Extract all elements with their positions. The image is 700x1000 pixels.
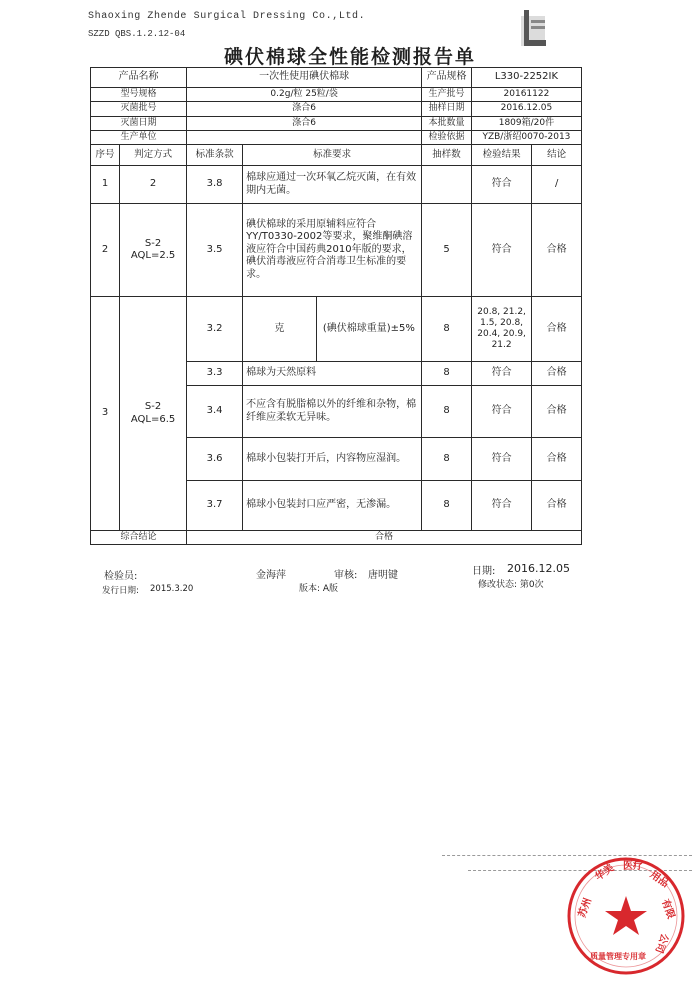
col-header-clause: 标准条款 — [187, 145, 243, 166]
producer-value — [187, 130, 422, 144]
row-requirement: 棉球为天然原料 — [243, 362, 422, 386]
spec-value: L330-2252IK — [471, 68, 581, 88]
company-seal — [565, 855, 687, 977]
table-row — [91, 166, 582, 204]
row-result: 符合 — [471, 438, 531, 481]
row-clause: 3.2 — [187, 297, 243, 362]
row-conclusion: 合格 — [532, 362, 582, 386]
col-header-method: 判定方式 — [120, 145, 187, 166]
col-header-no: 序号 — [91, 145, 120, 166]
product-name-value: 一次性使用碘伏棉球 — [187, 68, 422, 88]
row-requirement: 棉球小包装封口应严密，无渗漏。 — [243, 481, 422, 531]
col-header-result: 检验结果 — [471, 145, 531, 166]
row-method: S-2 AQL=2.5 — [120, 204, 187, 297]
row-clause: 3.6 — [187, 438, 243, 481]
spec-label: 产品规格 — [422, 68, 472, 88]
inspector-name: 金海萍 — [256, 570, 286, 581]
row-clause: 3.7 — [187, 481, 243, 531]
inspector-label: 检验员: — [104, 571, 138, 582]
row-requirement: 碘伏棉球的采用原辅料应符合YY/T0330-2002等要求，聚维酮碘溶液应符合中国药典2010年版的要求，碘伏消毒液应符合消毒卫生标准的要求。 — [243, 204, 422, 297]
row-requirement: 棉球应通过一次环氧乙烷灭菌，在有效期内无菌。 — [243, 166, 422, 204]
col-header-requirement: 标准要求 — [243, 145, 422, 166]
table-row — [91, 297, 582, 362]
info-row — [91, 68, 582, 88]
row-clause: 3.8 — [187, 166, 243, 204]
row-sample-count: 8 — [422, 362, 472, 386]
row-no: 1 — [91, 166, 120, 204]
info-row — [91, 88, 582, 102]
row-clause: 3.5 — [187, 204, 243, 297]
sample-qty-value: 1809箱/20件 — [471, 116, 581, 130]
report-date: 2016.12.05 — [507, 562, 570, 575]
table-row — [91, 204, 582, 297]
info-row — [91, 102, 582, 116]
producer-label: 生产单位 — [91, 130, 187, 144]
revision-text: 修改状态: 第0次 — [478, 580, 544, 590]
row-sample-count: 8 — [422, 297, 472, 362]
final-conclusion-row — [91, 531, 582, 545]
row-result: 符合 — [471, 166, 531, 204]
svg-text:公司: 公司 — [652, 931, 670, 955]
row-requirement: 棉球小包装打开后，内容物应湿润。 — [243, 438, 422, 481]
sterile-date-label: 灭菌日期 — [91, 116, 187, 130]
row-sample-count: 8 — [422, 481, 472, 531]
reviewer-label: 审核: — [334, 570, 358, 581]
svg-text:用品: 用品 — [647, 869, 671, 890]
row-conclusion: / — [532, 166, 582, 204]
date-label: 日期: — [472, 566, 496, 577]
product-name-label: 产品名称 — [91, 68, 187, 88]
row-conclusion: 合格 — [532, 204, 582, 297]
sterile-batch-label: 灭菌批号 — [91, 102, 187, 116]
seal-star-icon — [605, 896, 647, 935]
svg-text:质量管理专用章: 质量管理专用章 — [590, 952, 646, 961]
model-label: 型号规格 — [91, 88, 187, 102]
row-requirement-unit: 克 — [243, 297, 316, 362]
company-english-name: Shaoxing Zhende Surgical Dressing Co.,Ltd. — [88, 11, 366, 22]
row-result: 符合 — [471, 362, 531, 386]
version-text: 版本: A版 — [299, 584, 339, 594]
sample-date-value: 2016.12.05 — [471, 102, 581, 116]
row-no: 3 — [91, 297, 120, 531]
row-result: 符合 — [471, 386, 531, 438]
row-result: 20.8, 21.2, 1.5, 20.8, 20.4, 20.9, 21.2 — [471, 297, 531, 362]
basis-label: 检验依据 — [422, 130, 472, 144]
batch-label: 生产批号 — [422, 88, 472, 102]
row-requirement: 不应含有脱脂棉以外的纤维和杂物，棉纤维应柔软无异味。 — [243, 386, 422, 438]
final-conclusion-label: 综合结论 — [91, 531, 187, 545]
row-requirement: (碘伏棉球重量)±5% — [316, 297, 422, 362]
info-row — [91, 130, 582, 144]
row-conclusion: 合格 — [532, 481, 582, 531]
row-conclusion: 合格 — [532, 297, 582, 362]
info-row — [91, 116, 582, 130]
model-value: 0.2g/粒 25粒/袋 — [187, 88, 422, 102]
row-sample-count: 5 — [422, 204, 472, 297]
issue-date-label: 发行日期: — [102, 586, 139, 596]
svg-text:华美: 华美 — [593, 862, 617, 884]
svg-text:苏州: 苏州 — [576, 896, 595, 920]
reviewer-name: 唐明键 — [368, 570, 398, 581]
col-header-conclusion: 结论 — [532, 145, 582, 166]
row-method: 2 — [120, 166, 187, 204]
inspection-report-table — [90, 67, 582, 545]
row-conclusion: 合格 — [532, 386, 582, 438]
row-no: 2 — [91, 204, 120, 297]
row-result: 符合 — [471, 204, 531, 297]
row-method: S-2 AQL=6.5 — [120, 297, 187, 531]
row-conclusion: 合格 — [532, 438, 582, 481]
report-title: 碘伏棉球全性能检测报告单 — [223, 46, 476, 68]
svg-text:有限: 有限 — [659, 897, 677, 921]
row-sample-count — [422, 166, 472, 204]
issue-date: 2015.3.20 — [150, 584, 194, 594]
sterile-batch-value: 涤合6 — [187, 102, 422, 116]
column-header-row — [91, 145, 582, 166]
sample-date-label: 抽样日期 — [422, 102, 472, 116]
row-sample-count: 8 — [422, 438, 472, 481]
final-conclusion-value: 合格 — [187, 531, 582, 545]
row-sample-count: 8 — [422, 386, 472, 438]
row-clause: 3.4 — [187, 386, 243, 438]
batch-value: 20161122 — [471, 88, 581, 102]
row-result: 符合 — [471, 481, 531, 531]
sterile-date-value: 涤合6 — [187, 116, 422, 130]
row-clause: 3.3 — [187, 362, 243, 386]
document-code: SZZD QBS.1.2.12-04 — [88, 29, 186, 39]
sample-qty-label: 本批数量 — [422, 116, 472, 130]
svg-text:医疗: 医疗 — [623, 861, 643, 872]
basis-value: YZB/浙绍0070-2013 — [471, 130, 581, 144]
col-header-sample-count: 抽样数 — [422, 145, 472, 166]
